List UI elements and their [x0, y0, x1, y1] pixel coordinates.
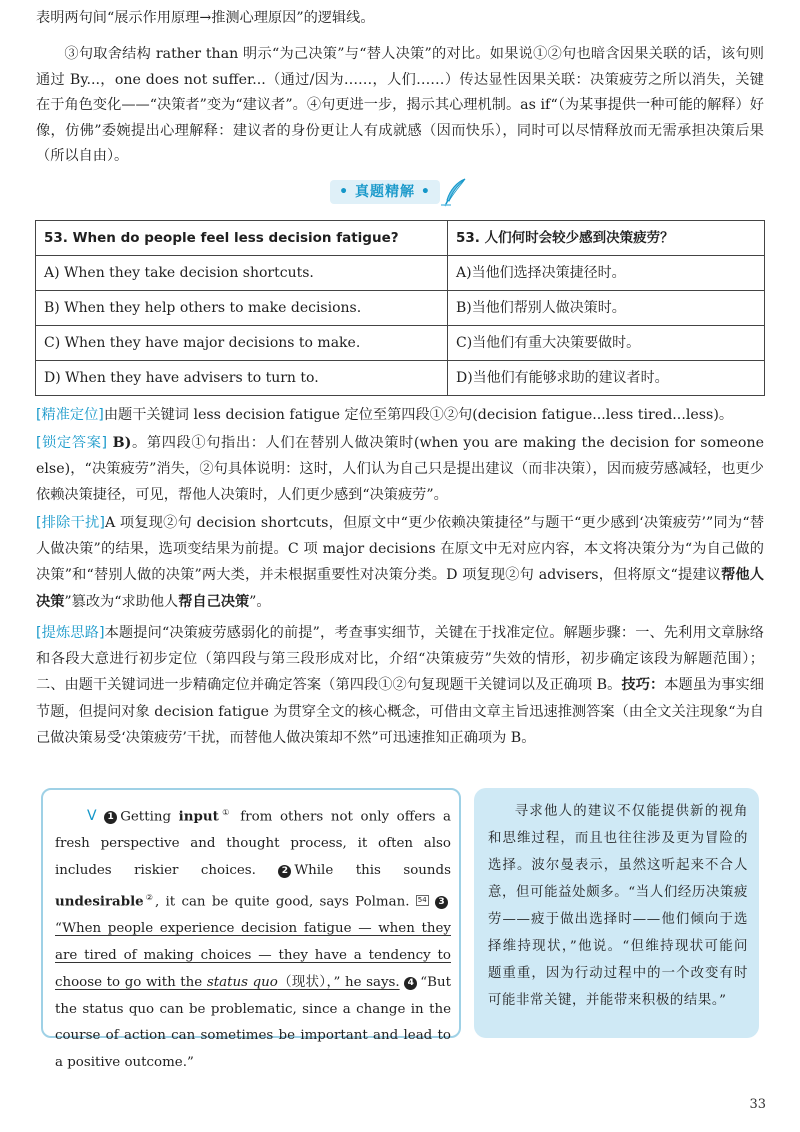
analysis-eliminate [36, 510, 764, 615]
section-banner [330, 176, 466, 208]
page-number: 33 [749, 1097, 766, 1112]
sentence-4: “But the status quo can be problematic, since a change in the course of action can sometimes be important and lead to a positive outcome.” [55, 974, 451, 1071]
option-d-zh: D)当他们有能够求助的建议者时。 [448, 361, 765, 396]
option-b-zh: B)当他们帮别人做决策时。 [448, 291, 765, 326]
eliminate-text-before: A 项复现②句 decision shortcuts，但原文中“更少依赖决策捷径”与题干“更少感到‘决策疲劳’”同为“替人做决策”的结果，选项变结果为前提。C 项 major decisions 在原文中无对应内容，本文将决策分为“为自己做的决策”和“替别人做的决策”两大类，并未根据重要性对决策分类。D 项复现②句 advisers，但将原文“提建议 [36, 515, 765, 584]
locate-tag: [精准定位] [36, 407, 104, 423]
method-text-before: 本题提问“决策疲劳感弱化的前提”，考查事实细节，关键在于找准定位。解题步骤：一、先利用文章脉络和各段大意进行初步定位（第四段与第三段形成对比，介绍“决策疲劳”失效的情形，初步确定该段为解题范围）；二、由题干关键词进一步精确定位并确定答案（第四段①②句复现题干关键词以及正确项 B。 [36, 625, 764, 694]
sentence-3-b: （现状），” he says. [277, 974, 400, 990]
answer-tag: [锁定答案] [36, 435, 108, 451]
footnote-mark: ② [143, 892, 155, 902]
analysis-locate [36, 402, 764, 428]
sentence-1-a: Getting [120, 809, 179, 825]
sentence-3-a: “When people experience decision fatigue — when they are tired of making choices — they have a tendency to choose to go with the [55, 921, 451, 990]
option-c-en: C) When they have major decisions to make. [36, 326, 448, 361]
intro-paragraph-2: ③句取舍结构 rather than 明示“为己决策”与“替人决策”的对比。如果说①②句也暗含因果关联的话，该句则通过 By...，one does not suffer...（通过/因为……，人们……）传达显性因果关联：决策疲劳之所以消失，关键在于角色变化——“决策者”变为“建议者”。④句更进一步，揭示其心理机制。as if“（为某事提供一种可能的解释）好像，仿佛”委婉提出心理解释：建议者的身份更让人有成就感（因而快乐），同时可以尽情释放而无需承担决策后果（所以自由）。 [36, 46, 764, 164]
sentence-1-b: from others not only offers a fresh perspective and thought process, it often also includes riskier choices. [55, 809, 451, 879]
sentence-number: 1 [104, 811, 117, 824]
method-tag: [提炼思路] [36, 625, 105, 641]
status-quo-term: status quo [206, 974, 278, 990]
passage-excerpt-box [41, 788, 461, 1071]
option-a-en: A) When they take decision shortcuts. [36, 256, 448, 291]
option-a-zh: A)当他们选择决策捷径时。 [448, 256, 765, 291]
option-row-c [36, 326, 765, 361]
locate-text: 由题干关键词 less decision fatigue 定位至第四段①②句(decision fatigue...less tired...less)。 [103, 407, 734, 423]
translation-box [474, 788, 759, 1038]
quill-pen-icon [438, 176, 470, 208]
eliminate-tag: [排除干扰] [36, 515, 105, 531]
analysis-method [36, 620, 764, 751]
eliminate-text-after: ”。 [249, 593, 271, 610]
method-skill-label: 技巧： [621, 677, 665, 694]
sentence-number: 2 [278, 865, 291, 878]
question-zh: 53. 人们何时会较少感到决策疲劳？ [448, 221, 765, 256]
question-reference-tag: 54 [417, 896, 427, 905]
translation-text: 寻求他人的建议不仅能提供新的视角和思维过程，而且也往往涉及更为冒险的选择。波尔曼表示，虽然这听起来不合人意，但可能益处颇多。“当人们经历决策疲劳——疲于做出选择时——他们倾向于选择维持现状，”他说。“但维持现状可能问题重重，因为行动过程中的一个改变有时可能非常关键，并能带来积极的结果。” [488, 804, 748, 1008]
eliminate-bold-2: 帮自己决策 [178, 593, 250, 610]
sentence-number: 4 [404, 977, 417, 990]
section-banner-label: • 真题精解 • [330, 180, 440, 204]
answer-text: 。第四段①句指出：人们在替别人做决策时(when you are making the decision for someone else)，“决策疲劳”消失，②句具体说明：这时，人们认为自己只是提出建议（而非决策），因而疲劳感减轻，也更少依赖决策捷径，可见，帮他人决策时，人们更少感到“决策疲劳”。 [36, 435, 764, 504]
option-b-en: B) When they help others to make decisions. [36, 291, 448, 326]
passage-excerpt [55, 800, 451, 1077]
option-c-zh: C)当他们有重大决策要做时。 [448, 326, 765, 361]
footnote-mark: ① [218, 808, 233, 817]
option-row-a [36, 256, 765, 291]
sentence-2-b: , it can be quite good, says Polman. [154, 894, 416, 910]
answer-letter: B) [107, 435, 132, 451]
sentence-3-underlined [55, 921, 451, 990]
method-text-after: 本题虽为事实细节题，但提问对象 decision fatigue 为贯穿全文的核心概念，可借由文章主旨迅速推测答案（由全文关注现象“为自己做决策易受‘决策疲劳’干扰，而替他人做决策却不然”可迅速推知正确项为 B。 [36, 677, 764, 746]
sentence-2-a: While this sounds [294, 863, 451, 879]
option-row-b [36, 291, 765, 326]
analysis-answer [36, 430, 764, 509]
eliminate-text-mid: ”篡改为“求助他人 [64, 593, 179, 610]
question-en: 53. When do people feel less decision fatigue? [36, 221, 448, 256]
paragraph-marker: V [87, 808, 97, 825]
keyword-undesirable: undesirable [55, 893, 144, 910]
question-table [35, 220, 765, 396]
eliminate-bold-1: 帮他人决策 [36, 567, 764, 610]
option-row-d [36, 361, 765, 396]
option-d-en: D) When they have advisers to turn to. [36, 361, 448, 396]
question-row [36, 221, 765, 256]
intro-paragraph-1: 表明两句间“展示作用原理→推测心理原因”的逻辑线。 [36, 10, 375, 26]
sentence-number: 3 [435, 896, 448, 909]
keyword-input: input [178, 808, 219, 825]
